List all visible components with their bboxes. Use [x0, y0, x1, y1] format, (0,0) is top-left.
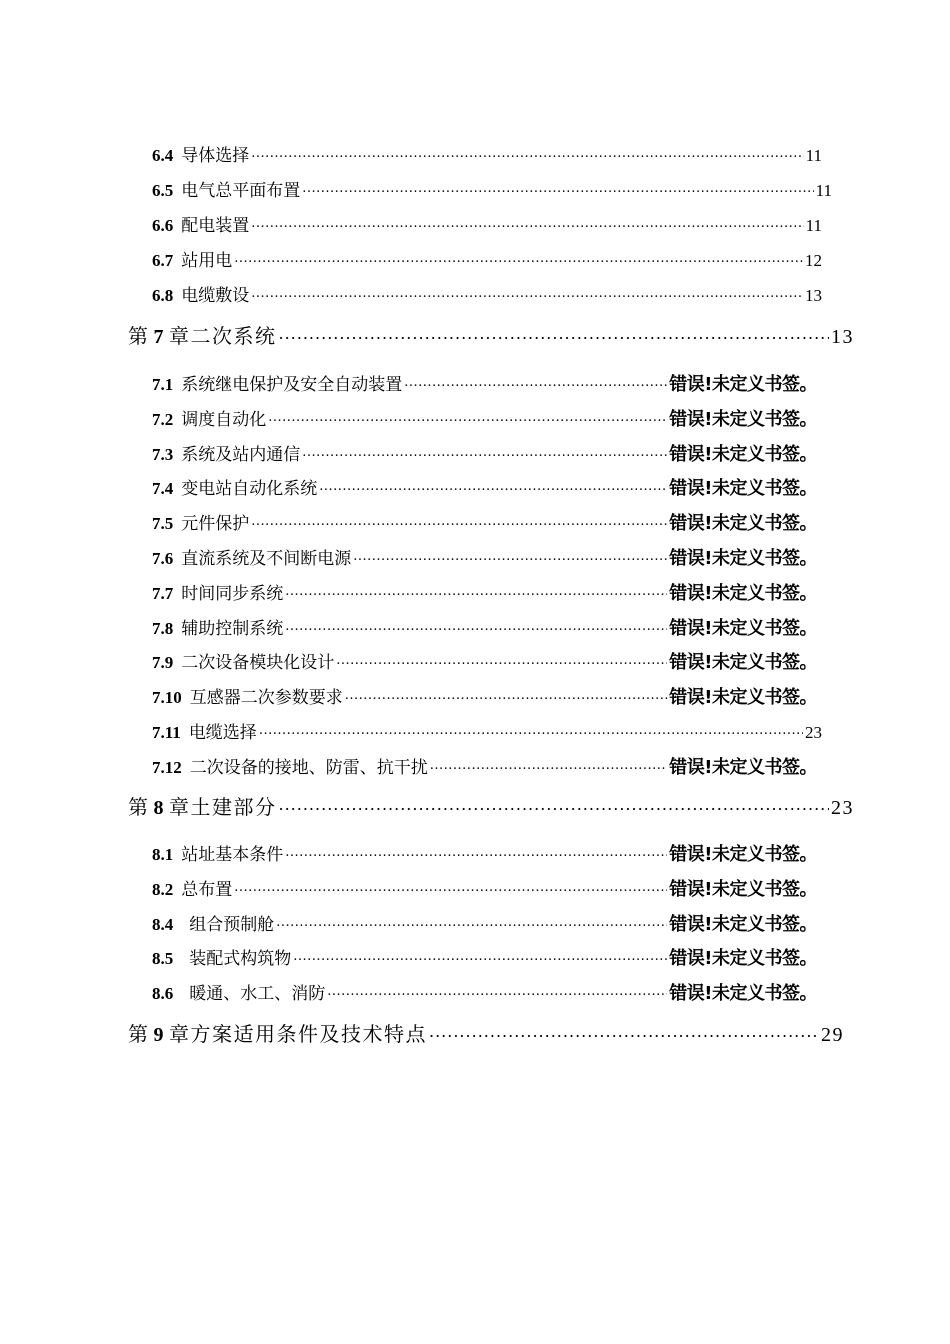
section-title: 电气总平面布置 [181, 181, 301, 201]
dot-leader [279, 794, 830, 814]
chapter-prefix: 第 [128, 795, 150, 819]
dot-leader [259, 721, 803, 738]
section-title: 配电装置 [181, 216, 250, 236]
toc-entry-8-5[interactable] [152, 944, 817, 970]
section-title: 电缆敷设 [181, 286, 250, 306]
section-number: 8.5 [152, 949, 174, 968]
dot-leader [336, 651, 667, 668]
bookmark-error-text: 错误!未定义书签。 [669, 914, 817, 935]
bookmark-error-text: 错误!未定义书签。 [669, 409, 817, 430]
dot-leader [234, 249, 803, 266]
dot-leader [353, 547, 667, 564]
section-number: 6.7 [152, 251, 174, 270]
section-number: 8.1 [152, 845, 174, 864]
toc-chapter-8[interactable] [128, 791, 854, 820]
bookmark-error-text: 错误!未定义书签。 [669, 583, 817, 604]
section-number: 7.9 [152, 653, 174, 672]
section-number: 8.6 [152, 984, 174, 1003]
bookmark-error-text: 错误!未定义书签。 [669, 757, 817, 778]
section-title: 元件保护 [181, 514, 250, 534]
section-number: 7.8 [152, 619, 174, 638]
dot-leader [293, 947, 667, 964]
toc-entry-7-3[interactable] [152, 440, 817, 466]
bookmark-error-text: 错误!未定义书签。 [669, 374, 817, 395]
section-title: 变电站自动化系统 [181, 479, 318, 499]
dot-leader [404, 373, 667, 390]
toc-entry-7-8[interactable] [152, 614, 817, 640]
page-number: 13 [831, 326, 854, 348]
chapter-title: 章土建部分 [169, 795, 277, 819]
section-number: 7.7 [152, 584, 174, 603]
section-title: 装配式构筑物 [189, 949, 292, 969]
toc-entry-6-4[interactable] [152, 141, 822, 166]
section-title: 导体选择 [181, 146, 250, 166]
dot-leader [279, 323, 830, 343]
dot-leader [327, 982, 667, 999]
toc-entry-6-8[interactable] [152, 281, 822, 306]
section-title: 组合预制舱 [189, 915, 275, 935]
dot-leader [285, 582, 667, 599]
chapter-prefix: 第 [128, 324, 150, 348]
section-number: 7.5 [152, 514, 174, 533]
page-number: 11 [815, 181, 832, 200]
toc-entry-6-5[interactable] [152, 176, 832, 201]
section-title: 系统继电保护及安全自动装置 [181, 375, 403, 395]
page-number: 29 [821, 1024, 844, 1046]
dot-leader [251, 284, 803, 301]
chapter-number: 8 [153, 797, 165, 819]
toc-entry-7-1[interactable] [152, 370, 817, 396]
bookmark-error-text: 错误!未定义书签。 [669, 948, 817, 969]
section-title: 调度自动化 [181, 410, 267, 430]
toc-entry-7-9[interactable] [152, 648, 817, 674]
section-number: 7.3 [152, 445, 174, 464]
bookmark-error-text: 错误!未定义书签。 [669, 478, 817, 499]
toc-entry-7-2[interactable] [152, 405, 817, 431]
dot-leader [251, 144, 803, 161]
toc-entry-8-6[interactable] [152, 979, 817, 1005]
section-number: 7.2 [152, 410, 174, 429]
section-number: 6.6 [152, 216, 174, 235]
dot-leader [276, 913, 667, 930]
toc-entry-7-11[interactable] [152, 718, 822, 743]
page-number: 23 [831, 797, 854, 819]
section-number: 8.4 [152, 915, 174, 934]
toc-entry-7-12[interactable] [152, 753, 817, 779]
chapter-prefix: 第 [128, 1022, 150, 1046]
toc-entry-8-4[interactable] [152, 910, 817, 936]
section-title: 时间同步系统 [181, 584, 284, 604]
dot-leader [319, 477, 667, 494]
section-number: 7.12 [152, 758, 182, 777]
section-title: 辅助控制系统 [181, 619, 284, 639]
toc-entry-8-2[interactable] [152, 875, 817, 901]
dot-leader [234, 878, 667, 895]
section-number: 7.1 [152, 375, 174, 394]
toc-entry-7-7[interactable] [152, 579, 817, 605]
toc-entry-7-5[interactable] [152, 509, 817, 535]
section-title: 系统及站内通信 [181, 445, 301, 465]
dot-leader [285, 617, 667, 634]
dot-leader [429, 1021, 819, 1041]
toc-chapter-7[interactable] [128, 320, 854, 349]
bookmark-error-text: 错误!未定义书签。 [669, 513, 817, 534]
dot-leader [430, 756, 668, 773]
toc-chapter-9[interactable] [128, 1018, 844, 1047]
dot-leader [251, 214, 803, 231]
section-number: 6.4 [152, 146, 174, 165]
dot-leader [285, 843, 667, 860]
bookmark-error-text: 错误!未定义书签。 [669, 548, 817, 569]
section-title: 站用电 [181, 251, 233, 271]
section-number: 7.10 [152, 688, 182, 707]
section-title: 电缆选择 [188, 723, 257, 743]
section-title: 二次设备的接地、防雷、抗干扰 [189, 758, 428, 778]
section-title: 站址基本条件 [181, 845, 284, 865]
section-number: 6.8 [152, 286, 174, 305]
page-number: 11 [805, 146, 822, 165]
section-title: 总布置 [181, 880, 233, 900]
toc-entry-6-7[interactable] [152, 246, 822, 271]
section-number: 8.2 [152, 880, 174, 899]
bookmark-error-text: 错误!未定义书签。 [669, 983, 817, 1004]
toc-entry-7-6[interactable] [152, 544, 817, 570]
toc-entry-7-4[interactable] [152, 474, 817, 500]
chapter-title: 章二次系统 [169, 324, 277, 348]
dot-leader [345, 686, 668, 703]
chapter-number: 7 [153, 326, 165, 348]
bookmark-error-text: 错误!未定义书签。 [669, 844, 817, 865]
toc-entry-8-1[interactable] [152, 840, 817, 866]
dot-leader [302, 179, 813, 196]
toc-entry-6-6[interactable] [152, 211, 822, 236]
page-number: 23 [805, 723, 822, 742]
page-number: 12 [805, 251, 822, 270]
section-title: 暖通、水工、消防 [189, 984, 326, 1004]
dot-leader [251, 512, 667, 529]
chapter-title: 章方案适用条件及技术特点 [169, 1022, 427, 1046]
toc-entry-7-10[interactable] [152, 683, 817, 709]
section-title: 二次设备模块化设计 [181, 653, 335, 673]
section-number: 6.5 [152, 181, 174, 200]
page-number: 11 [805, 216, 822, 235]
bookmark-error-text: 错误!未定义书签。 [669, 687, 817, 708]
bookmark-error-text: 错误!未定义书签。 [669, 618, 817, 639]
section-number: 7.4 [152, 479, 174, 498]
bookmark-error-text: 错误!未定义书签。 [669, 879, 817, 900]
section-title: 直流系统及不间断电源 [181, 549, 352, 569]
dot-leader [268, 408, 667, 425]
dot-leader [302, 443, 667, 460]
section-number: 7.6 [152, 549, 174, 568]
chapter-number: 9 [153, 1024, 165, 1046]
section-title: 互感器二次参数要求 [189, 688, 343, 708]
bookmark-error-text: 错误!未定义书签。 [669, 652, 817, 673]
page-number: 13 [805, 286, 822, 305]
bookmark-error-text: 错误!未定义书签。 [669, 444, 817, 465]
section-number: 7.11 [152, 723, 181, 742]
